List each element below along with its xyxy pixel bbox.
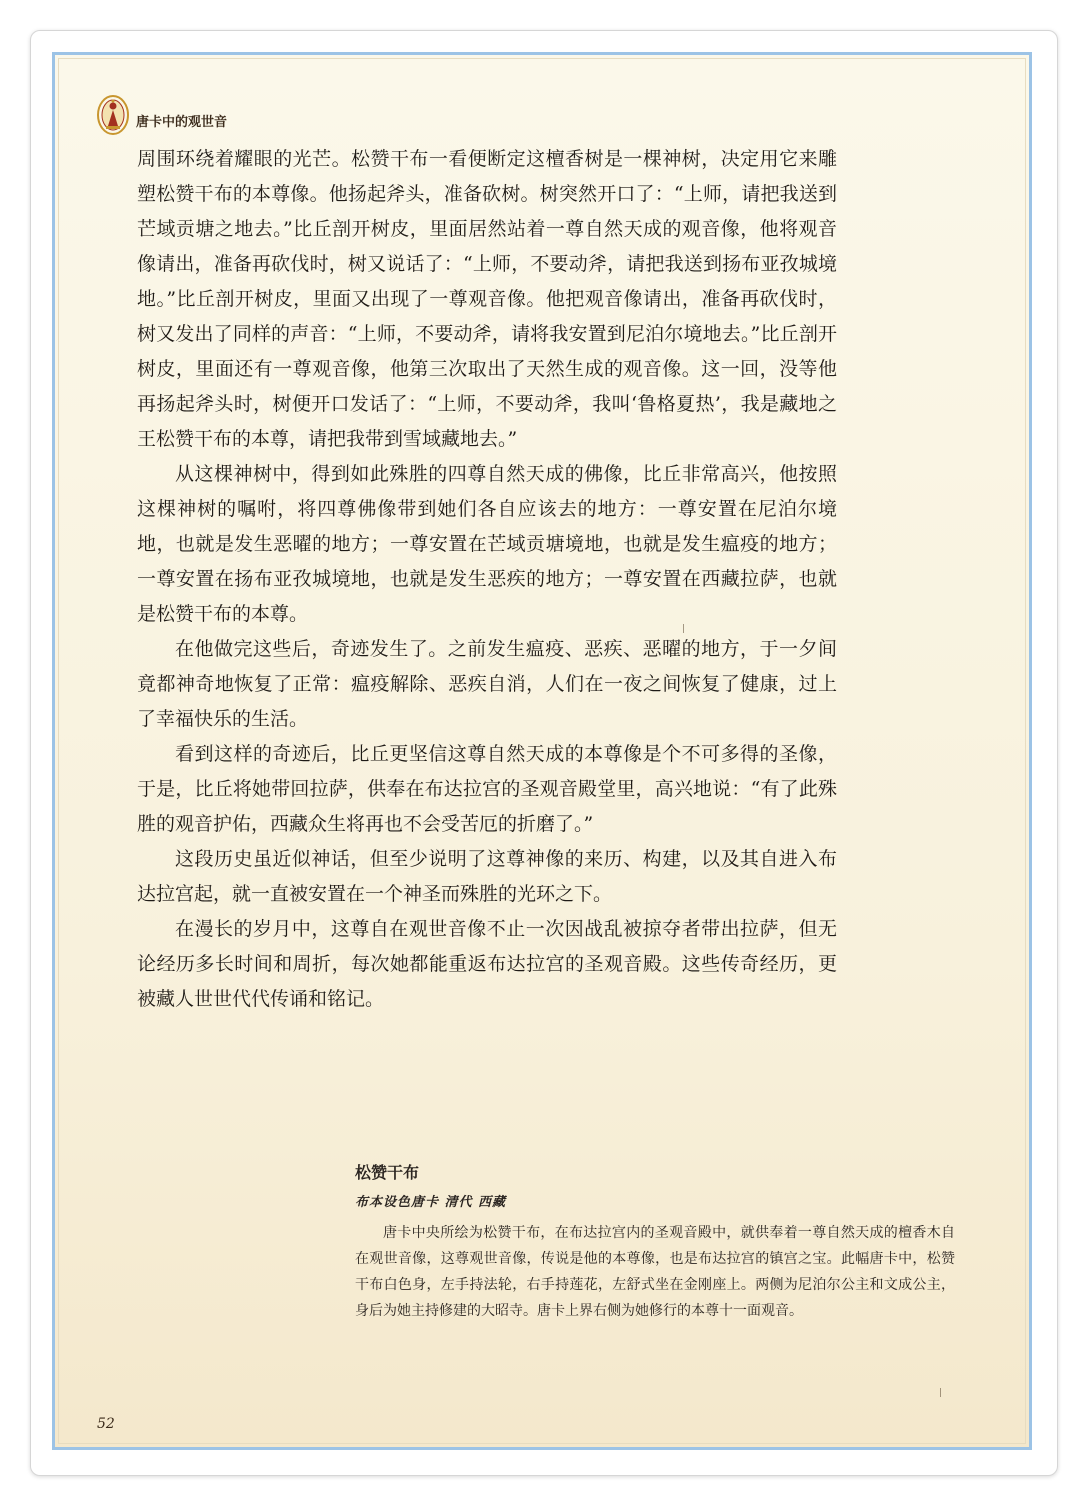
paper-speck	[940, 1388, 941, 1397]
paragraph: 这段历史虽近似神话，但至少说明了这尊神像的来历、构建，以及其自进入布达拉宫起，就一直被安置在一个神圣而殊胜的光环之下。	[137, 848, 837, 905]
caption-meta: 布本设色唐卡 清代 西藏	[355, 1195, 507, 1210]
paragraph: 在他做完这些后，奇迹发生了。之前发生瘟疫、恶疾、恶曜的地方，于一夕间竟都神奇地恢复了正常：瘟疫解除、恶疾自消，人们在一夜之间恢复了健康，过上了幸福快乐的生活。	[137, 638, 837, 730]
page-number: 52	[97, 1416, 115, 1432]
paragraph: 在漫长的岁月中，这尊自在观世音像不止一次因战乱被掠夺者带出拉萨，但无论经历多长时间和周折，每次她都能重返布达拉宫的圣观音殿。这些传奇经历，更被藏人世世代代传诵和铭记。	[137, 918, 837, 1010]
image-caption	[355, 1160, 955, 1324]
caption-text: 唐卡中央所绘为松赞干布，在布达拉宫内的圣观音殿中，就供奉着一尊自然天成的檀香木自在观世音像，这尊观世音像，传说是他的本尊像，也是布达拉宫的镇宫之宝。此幅唐卡中，松赞干布白色身，左手持法轮，右手持莲花，左舒式坐在金刚座上。两侧为尼泊尔公主和文成公主，身后为她主持修建的大昭寺。唐卡上界右侧为她修行的本尊十一面观音。	[355, 1225, 955, 1319]
buddha-emblem-icon	[96, 94, 130, 136]
running-title: 唐卡中的观世音	[136, 114, 228, 130]
paragraph: 周围环绕着耀眼的光芒。松赞干布一看便断定这檀香树是一棵神树，决定用它来雕塑松赞干布的本尊像。他扬起斧头，准备砍树。树突然开口了：“上师，请把我送到芒域贡塘之地去。”比丘剖开树皮，里面居然站着一尊自然天成的观音像，他将观音像请出，准备再砍伐时，树又说话了：“上师，不要动斧，请把我送到扬布亚孜城境地。”比丘剖开树皮，里面又出现了一尊观音像。他把观音像请出，准备再砍伐时，树又发出了同样的声音：“上师，不要动斧，请将我安置到尼泊尔境地去。”比丘剖开树皮，里面还有一尊观音像，他第三次取出了天然生成的观音像。这一回，没等他再扬起斧头时，树便开口发话了：“上师，不要动斧，我叫‘鲁格夏热’，我是藏地之王松赞干布的本尊，请把我带到雪域藏地去。”	[137, 148, 837, 450]
caption-title: 松赞干布	[355, 1163, 420, 1182]
page-header	[96, 94, 227, 136]
paper-speck	[683, 624, 684, 633]
paragraph: 从这棵神树中，得到如此殊胜的四尊自然天成的佛像，比丘非常高兴，他按照这棵神树的嘱咐，将四尊佛像带到她们各自应该去的地方：一尊安置在尼泊尔境地，也就是发生恶曜的地方；一尊安置在芒域贡塘境地，也就是发生瘟疫的地方；一尊安置在扬布亚孜城境地，也就是发生恶疾的地方；一尊安置在西藏拉萨，也就是松赞干布的本尊。	[137, 463, 837, 625]
paragraph: 看到这样的奇迹后，比丘更坚信这尊自然天成的本尊像是个不可多得的圣像，于是，比丘将她带回拉萨，供奉在布达拉宫的圣观音殿堂里，高兴地说：“有了此殊胜的观音护佑，西藏众生将再也不会受苦厄的折磨了。”	[137, 743, 837, 835]
article-body	[137, 142, 837, 1017]
